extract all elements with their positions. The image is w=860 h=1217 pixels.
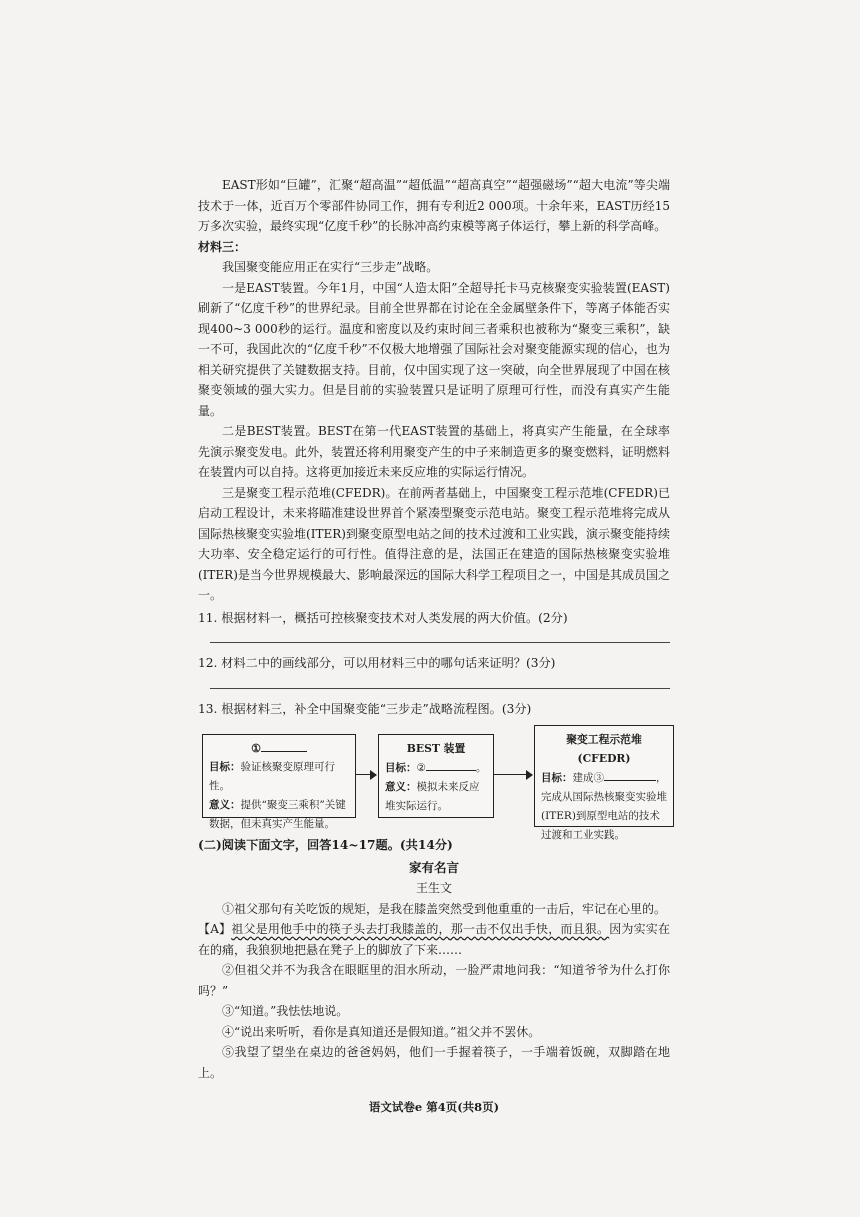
goal-label: 目标： (385, 762, 417, 774)
question-13: 13. 根据材料三，补全中国聚变能“三步走”战略流程图。(3分) (198, 701, 532, 716)
page-content (198, 175, 670, 1118)
flowchart (202, 725, 670, 841)
meaning-text: 模拟未来反应堆实际运行。 (385, 781, 480, 812)
blank-3-marker: 建成③ (572, 772, 604, 784)
article-paragraph-a (198, 919, 670, 960)
article-paragraph: ②但祖父并不为我含在眼眶里的泪水所动，一脸严肃地问我：“知道爷爷为什么打你吗？” (198, 963, 670, 998)
material3-heading: 材料三： (198, 239, 247, 254)
material3-paragraph: 一是EAST装置。今年1月，中国“人造太阳”全超导托卡马克核聚变实验装置(EAST)刷新了“亿度千秒”的世界纪录。目前全世界都在讨论在全金属壁条件下，等离子体能否实现400~3 000秒的运行。温度和密度以及约束时间三者乘积也被称为“聚变三乘积”，缺一不可，我国此次的“亿度千秒”不仅极大地增强了国际社会对聚变能源实现的信心，也为相关研究提供了关键数据支持。目前，仅中国实现了这一突破，向全世界展现了中国在核聚变领域的强大实力。但是目前的实验装置只是证明了原理可行性，而没有真实产生能量。 (198, 280, 670, 418)
meaning-label: 意义： (385, 781, 417, 793)
page-footer: 语文试卷e 第4页(共8页) (368, 1100, 500, 1114)
box-title: 聚变工程示范堆(CFEDR) (566, 733, 642, 765)
answer-line-12[interactable] (210, 688, 670, 689)
answer-line-11[interactable] (210, 642, 670, 643)
article-paragraph: ③“知道。”我怯怯地说。 (222, 1004, 349, 1018)
flowchart-box-cfedr (534, 725, 674, 841)
wavy-underlined-sentence: 祖父是用他手中的筷子头去打我膝盖的，那一击不仅出手快，而且狠。 (231, 922, 610, 936)
meaning-label: 意义： (209, 799, 241, 811)
blank-2[interactable] (426, 758, 476, 771)
article-paragraph: ④“说出来听听，看你是真知道还是假知道。”祖父并不罢休。 (222, 1024, 541, 1039)
question-12: 12. 材料二中的画线部分，可以用材料三中的哪句话来证明？(3分) (198, 656, 556, 670)
article-author: 王生文 (415, 881, 452, 895)
article-paragraph: ⑤我望了望坐在桌边的爸爸妈妈，他们一手握着筷子，一手端着饭碗，双脚踏在地上。 (198, 1045, 670, 1080)
article-paragraph: ①祖父那句有关吃饭的规矩，是我在膝盖突然受到他重重的一击后，牢记在心里的。 (222, 901, 667, 916)
meaning-text: 提供“聚变三乘积”关键数据，但未真实产生能量。 (209, 799, 346, 830)
paragraph-rest: 因为实实在在的痛，我狼狈地把悬在凳子上的脚放了下来…… (198, 922, 670, 957)
arrow-right-icon (494, 774, 532, 775)
goal-label: 目标： (209, 761, 241, 773)
material3-paragraph: 三是聚变工程示范堆(CFEDR)。在前两者基础上，中国聚变工程示范堆(CFEDR)已启动工程设计，未来将瞄准建设世界首个紧凑型聚变示范电站。聚变工程示范堆将完成从国际热核聚变实验堆(ITER)到聚变原型电站之间的技术过渡和工业实践，演示聚变能持续大功率、安全稳定运行的可行性。值得注意的是，法国正在建造的国际热核聚变实验堆(ITER)是当今世界规模最大、影响最深远的国际大科学工程项目之一，中国是其成员国之一。 (198, 485, 670, 602)
blank-2-marker: ② (416, 762, 426, 774)
goal-end: ， (656, 772, 667, 784)
goal-label: 目标： (541, 772, 573, 784)
material2-tail-paragraph: EAST形如“巨罐”，汇聚“超高温”“超低温”“超高真空”“超强磁场”“超大电流”等尖端技术于一体，近百万个零部件协同工作，拥有专利近2 000项。十余年来，EAST历经15万多次实验，最终实现“亿度千秒”的长脉冲高约束模等离子体运行，攀上新的科学高峰。 (198, 178, 670, 233)
question-11: 11. 根据材料一，概括可控核聚变技术对人类发展的两大价值。(2分) (198, 610, 568, 625)
flowchart-box-east (202, 734, 356, 830)
blank-3[interactable] (604, 768, 656, 781)
blank-1-marker: ① (251, 742, 261, 755)
goal-end: 。 (475, 762, 487, 774)
box-title: BEST 装置 (406, 742, 466, 755)
flowchart-box-best (378, 734, 494, 818)
material3-paragraph: 二是BEST装置。BEST在第一代EAST装置的基础上，将真实产生能量，在全球率先演示聚变发电。此外，装置还将利用聚变产生的中子来制造更多的聚变燃料，证明燃料在装置内可以自持。这将更加接近未来反应堆的实际运行情况。 (198, 424, 670, 479)
meaning-text: 完成从国际热核聚变实验堆(ITER)到原型电站的技术过渡和工业实践。 (541, 791, 667, 841)
blank-1[interactable] (261, 739, 307, 752)
arrow-right-icon (356, 774, 376, 775)
marker-a: 【A】 (198, 922, 232, 936)
section2-header: (二)阅读下面文字，回答14~17题。(共14分) (198, 838, 453, 852)
material3-paragraph: 我国聚变能应用正在实行“三步走”战略。 (222, 260, 439, 274)
goal-text: 验证核聚变原理可行性。 (209, 761, 335, 792)
article-title: 家有名言 (408, 859, 459, 875)
